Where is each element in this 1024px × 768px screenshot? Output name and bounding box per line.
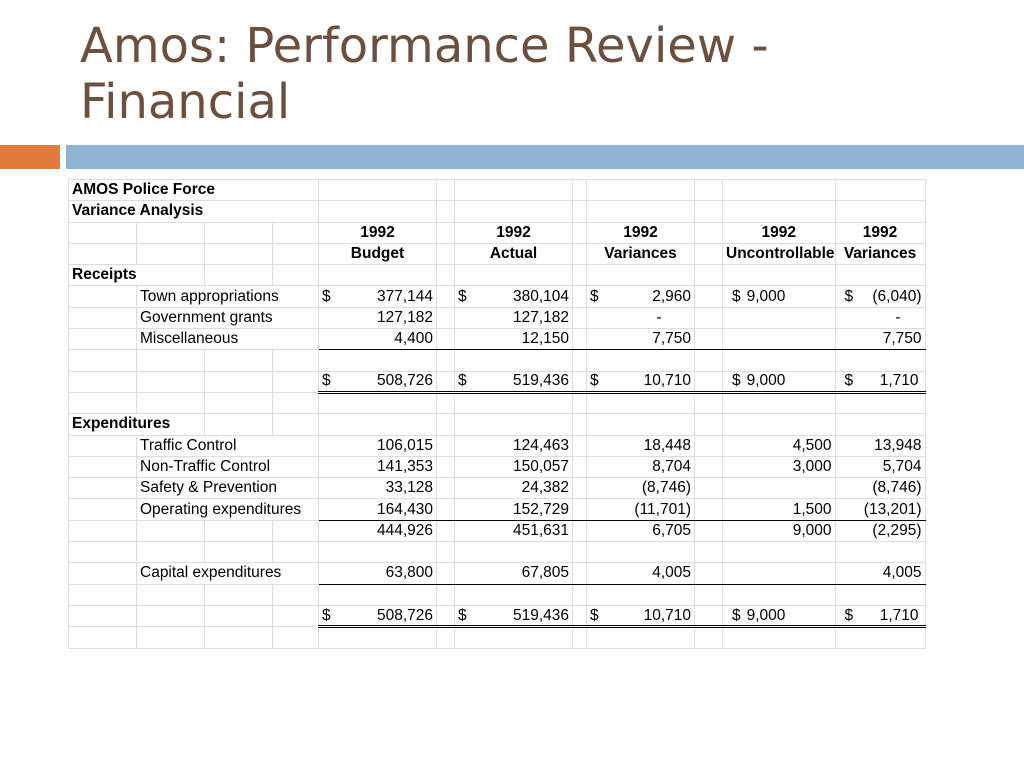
header-year-variances: 1992 [587, 222, 695, 243]
org-name: AMOS Police Force [69, 180, 319, 201]
variance-spreadsheet [68, 179, 926, 649]
currency-symbol: $ [844, 287, 854, 305]
header-actual: Actual [455, 243, 573, 264]
actual-cell: 12,150 [455, 329, 573, 350]
row-org [69, 180, 926, 201]
slide-title-line-2: Financial [80, 74, 291, 130]
variance-cell: $ 2,960 [587, 286, 695, 307]
spacer-row [69, 542, 926, 563]
budget-cell: $ 377,144 [319, 286, 437, 307]
currency-symbol: $ [590, 287, 599, 305]
uncontrollable-cell: 1,500 [723, 499, 836, 520]
header-uncontrollable: Uncontrollable [723, 243, 836, 264]
row-expenditures-heading [69, 414, 926, 435]
net-variance-cell: (8,746) [835, 478, 925, 499]
row-subtitle [69, 201, 926, 222]
row-header-years [69, 222, 926, 243]
header-budget: Budget [319, 243, 437, 264]
variance-table [68, 179, 926, 649]
variance-cell: 8,704 [587, 456, 695, 477]
budget-cell: 141,353 [319, 456, 437, 477]
currency-symbol: $ [732, 287, 741, 305]
uncontrollable-cell [723, 329, 836, 350]
uncontrollable-cell [723, 478, 836, 499]
budget-cell: 164,430 [319, 499, 437, 520]
uncontrollable-cell: 4,500 [723, 435, 836, 456]
currency-symbol: $ [590, 606, 599, 624]
slide-title-line-1: Amos: Performance Review - [80, 18, 769, 74]
actual-total: $ 519,436 [455, 605, 573, 626]
currency-symbol: $ [322, 287, 331, 305]
expenditures-subtotal-row [69, 520, 926, 541]
currency-symbol: $ [322, 372, 331, 390]
actual-cell: 67,805 [455, 563, 573, 584]
slide-title [80, 18, 980, 130]
budget-cell: 63,800 [319, 563, 437, 584]
header-variances: Variances [587, 243, 695, 264]
net-variance-cell: - [835, 307, 925, 328]
variance-cell: 7,750 [587, 329, 695, 350]
currency-symbol: $ [322, 606, 331, 624]
net-variance-cell: 4,005 [835, 563, 925, 584]
row-label: Government grants [137, 307, 319, 328]
budget-cell: 33,128 [319, 478, 437, 499]
actual-subtotal: 451,631 [455, 520, 573, 541]
accent-bar-orange [0, 145, 60, 169]
net-variance-cell: 13,948 [835, 435, 925, 456]
spacer-row [69, 392, 926, 413]
row-label: Capital expenditures [137, 563, 319, 584]
currency-symbol: $ [458, 606, 467, 624]
variance-cell: (11,701) [587, 499, 695, 520]
accent-bar-blue [66, 145, 1024, 169]
net-variance-subtotal: (2,295) [835, 520, 925, 541]
uncontrollable-cell: $ 9,000 [723, 286, 836, 307]
table-row [69, 329, 926, 350]
variance-total: $ 10,710 [587, 605, 695, 626]
net-variance-cell: (13,201) [835, 499, 925, 520]
table-row [69, 286, 926, 307]
currency-symbol: $ [732, 606, 741, 624]
table-row [69, 456, 926, 477]
header-year-budget: 1992 [319, 222, 437, 243]
row-receipts-heading [69, 265, 926, 286]
currency-symbol: $ [732, 372, 741, 390]
row-label: Traffic Control [137, 435, 319, 456]
budget-cell: 4,400 [319, 329, 437, 350]
sheet-subtitle: Variance Analysis [69, 201, 319, 222]
variance-cell: 18,448 [587, 435, 695, 456]
variance-subtotal: 6,705 [587, 520, 695, 541]
receipts-total-row [69, 371, 926, 392]
variance-cell: 4,005 [587, 563, 695, 584]
variance-cell: - [587, 307, 695, 328]
uncontrollable-cell [723, 307, 836, 328]
uncontrollable-total: $ 9,000 [723, 371, 836, 392]
actual-cell: 127,182 [455, 307, 573, 328]
currency-symbol: $ [458, 287, 467, 305]
budget-subtotal: 444,926 [319, 520, 437, 541]
spacer-row [69, 350, 926, 371]
currency-symbol: $ [590, 372, 599, 390]
actual-cell: 150,057 [455, 456, 573, 477]
net-variance-cell: $ (6,040) [835, 286, 925, 307]
net-variance-cell: 7,750 [835, 329, 925, 350]
net-variance-cell: 5,704 [835, 456, 925, 477]
budget-total: $ 508,726 [319, 371, 437, 392]
actual-cell: $ 380,104 [455, 286, 573, 307]
variance-total: $ 10,710 [587, 371, 695, 392]
row-label: Safety & Prevention [137, 478, 319, 499]
header-year-net-variances: 1992 [835, 222, 925, 243]
header-net-variances: Variances [835, 243, 925, 264]
row-header-labels [69, 243, 926, 264]
actual-cell: 24,382 [455, 478, 573, 499]
row-label: Town appropriations [137, 286, 319, 307]
budget-cell: 106,015 [319, 435, 437, 456]
budget-cell: 127,182 [319, 307, 437, 328]
row-label: Operating expenditures [137, 499, 319, 520]
spacer-row [69, 627, 926, 648]
table-row [69, 435, 926, 456]
expenditures-heading: Expenditures [69, 414, 205, 435]
row-label: Non-Traffic Control [137, 456, 319, 477]
uncontrollable-cell: 3,000 [723, 456, 836, 477]
variance-cell: (8,746) [587, 478, 695, 499]
net-variance-total: $ 1,710 [835, 605, 925, 626]
expenditures-total-row [69, 605, 926, 626]
uncontrollable-total: $ 9,000 [723, 605, 836, 626]
currency-symbol: $ [844, 606, 854, 624]
actual-cell: 124,463 [455, 435, 573, 456]
receipts-heading: Receipts [69, 265, 205, 286]
uncontrollable-cell [723, 563, 836, 584]
header-year-uncontrollable: 1992 [723, 222, 836, 243]
actual-cell: 152,729 [455, 499, 573, 520]
spacer-row [69, 584, 926, 605]
net-variance-total: $ 1,710 [835, 371, 925, 392]
uncontrollable-subtotal: 9,000 [723, 520, 836, 541]
actual-total: $ 519,436 [455, 371, 573, 392]
table-row [69, 478, 926, 499]
budget-total: $ 508,726 [319, 605, 437, 626]
table-row [69, 307, 926, 328]
currency-symbol: $ [844, 372, 854, 390]
currency-symbol: $ [458, 372, 467, 390]
row-label: Miscellaneous [137, 329, 319, 350]
header-year-actual: 1992 [455, 222, 573, 243]
capital-row [69, 563, 926, 584]
table-row [69, 499, 926, 520]
